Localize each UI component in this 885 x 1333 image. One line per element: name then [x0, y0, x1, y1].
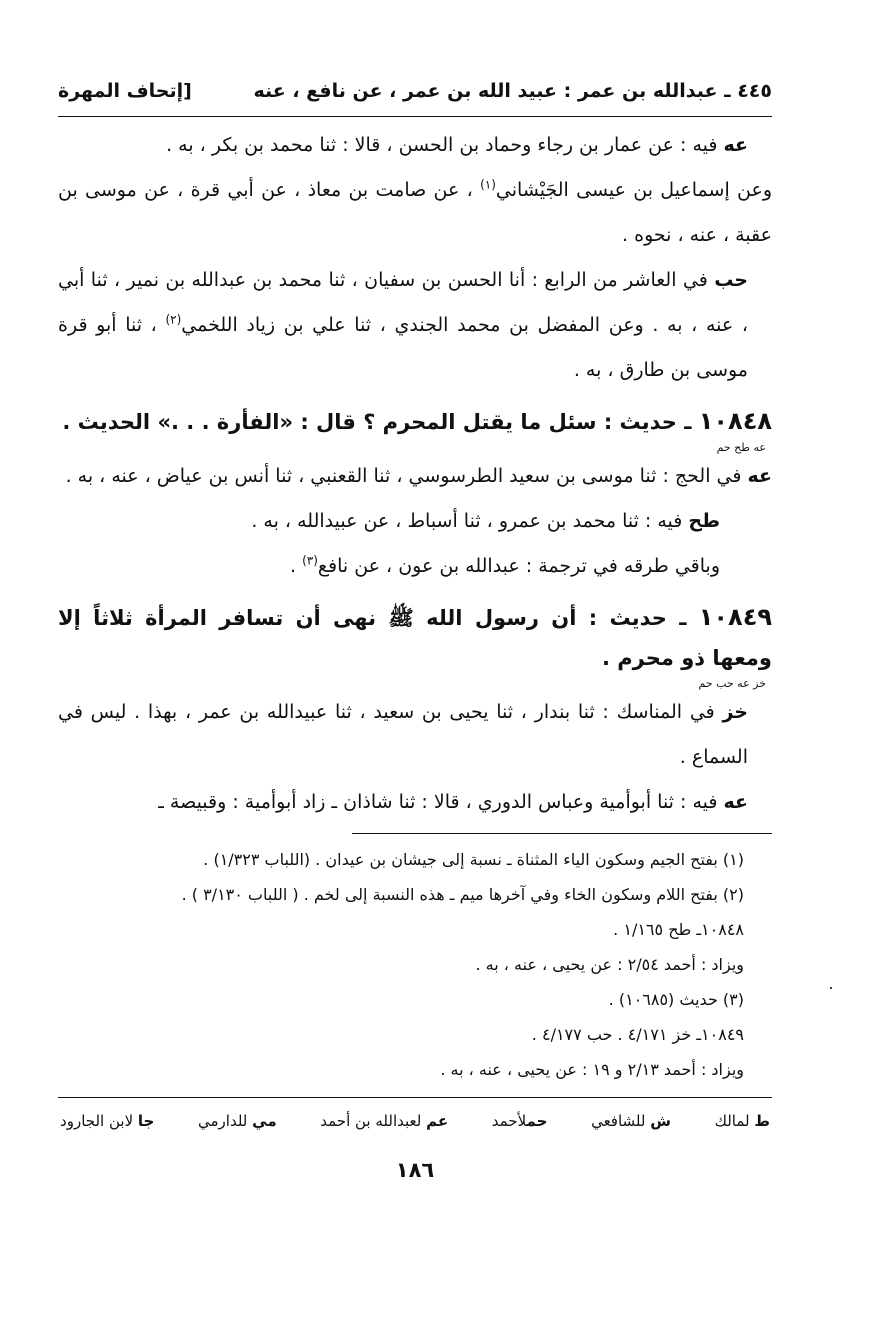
page-number: ١٨٦	[395, 1158, 435, 1182]
header-chapter-title: ٤٤٥ ـ عبدالله بن عمر : عبيد الله بن عمر ، عن نافع ، عنه	[253, 80, 772, 102]
paragraph-1	[58, 123, 772, 168]
footnote: ويزاد : أحمد ٢/١٣ و ١٩ : عن يحيى ، عنه ، به .	[440, 1060, 744, 1079]
paragraph-3	[58, 258, 772, 393]
footnote-ref: (٢)	[165, 312, 182, 327]
abbreviation-desc: لأحمد	[491, 1112, 527, 1130]
footnote: ١٠٨٤٨ـ طح ١/١٦٥ .	[613, 920, 744, 939]
siglum: خز	[722, 701, 748, 723]
footnote: (١) بفتح الجيم وسكون الياء المثناة ـ نسبة إلى جيشان بن عيدان . (اللباب ١/٣٢٣) .	[203, 850, 744, 869]
siglum: عه	[747, 465, 772, 487]
hadith-heading-10849	[58, 597, 772, 678]
footnote: ١٠٨٤٩ـ خز ٤/١٧١ . حب ٤/١٧٧ .	[531, 1025, 744, 1044]
paragraph-text: في المناسك : ثنا بندار ، ثنا يحيى بن سعيد ، ثنا عبيدالله بن عمر ، بهذا . ليس في السماع .	[58, 701, 748, 768]
abbreviation-key	[58, 1112, 772, 1130]
paragraph-8	[58, 780, 772, 825]
paragraph-6	[58, 544, 772, 589]
paragraph-text: .	[289, 555, 303, 577]
siglum: عه	[723, 791, 748, 813]
hadith-sigla: عه طح حم	[716, 441, 766, 454]
abbreviation-desc: للشافعي	[591, 1112, 646, 1130]
hadith-number: ١٠٨٤٩	[698, 603, 772, 631]
header-book-title: [إتحاف المهرة	[58, 80, 192, 102]
paragraph-text: في الحج : ثنا موسى بن سعيد الطرسوسي ، ثنا القعنبي ، ثنا أنس بن عياض ، عنه ، به .	[65, 465, 748, 487]
footnote: (٣) حديث (١٠٦٨٥) .	[608, 990, 744, 1009]
abbreviation-item	[320, 1112, 448, 1130]
abbreviation-item	[492, 1112, 548, 1130]
footnote-separator	[352, 833, 772, 834]
main-text	[58, 123, 772, 825]
paragraph-2	[58, 168, 772, 258]
abbreviation-code: ش	[650, 1112, 671, 1130]
abbreviation-code: جا	[137, 1112, 155, 1130]
hadith-number: ١٠٨٤٨	[698, 407, 772, 435]
abbreviation-code: حم	[526, 1112, 548, 1130]
paragraph-7	[58, 690, 772, 780]
abbreviation-code: مي	[252, 1112, 277, 1130]
paragraph-text: وباقي طرقه في ترجمة : عبدالله بن عون ، عن نافع	[317, 555, 720, 577]
hadith-title: ـ حديث : أن رسول الله ﷺ نهى أن تسافر المرأة ثلاثاً إلا ومعها ذو محرم .	[58, 606, 772, 670]
hadith-title: ـ حديث : سئل ما يقتل المحرم ؟ قال : «الفأرة . . .» الحديث .	[62, 410, 699, 434]
hadith-sigla: خز عه حب حم	[698, 677, 766, 690]
paragraph-text: فيه : ثنا محمد بن عمرو ، ثنا أسباط ، عن عبيدالله ، به .	[251, 510, 689, 532]
paragraph-text: فيه : عن عمار بن رجاء وحماد بن الحسن ، قالا : ثنا محمد بن بكر ، به .	[166, 134, 724, 156]
abbreviation-item	[198, 1112, 277, 1130]
footnotes	[58, 842, 772, 1087]
abbreviation-desc: لعبدالله بن أحمد	[320, 1112, 422, 1130]
scan-speck	[830, 987, 832, 989]
paragraph-text: فيه : ثنا أبوأمية وعباس الدوري ، قالا : ثنا شاذان ـ زاد أبوأمية : وقبيصة ـ	[158, 791, 724, 813]
paragraph-text: ، عن صامت بن معاذ ، عن أبي قرة ، عن موسى بن عقبة ، عنه ، نحوه .	[58, 179, 772, 246]
book-page	[58, 80, 772, 1182]
paragraph-text: وعن إسماعيل بن عيسى الجَيْشاني	[495, 179, 773, 201]
siglum: حب	[714, 269, 748, 291]
abbreviation-code: ط	[754, 1112, 770, 1130]
footnote-ref: (٣)	[302, 553, 318, 568]
paragraph-5	[58, 499, 772, 544]
hadith-heading-10848	[58, 401, 772, 442]
abbreviation-desc: للدارمي	[198, 1112, 248, 1130]
footnote: (٢) بفتح اللام وسكون الخاء وفي آخرها ميم ـ هذه النسبة إلى لخم . ( اللباب ٣/١٣٠ ) .	[181, 885, 744, 904]
bottom-separator	[58, 1097, 772, 1098]
footnote: ويزاد : أحمد ٢/٥٤ : عن يحيى ، عنه ، به .	[475, 955, 744, 974]
siglum: طح	[688, 510, 720, 532]
paragraph-text: ، ثنا أبو قرة موسى بن طارق ، به .	[58, 314, 748, 381]
abbreviation-item	[715, 1112, 770, 1130]
paragraph-4	[58, 454, 772, 499]
abbreviation-item	[60, 1112, 154, 1130]
siglum: عه	[723, 134, 748, 156]
abbreviation-item	[591, 1112, 671, 1130]
paragraph-text: في العاشر من الرابع : أنا الحسن بن سفيان ، ثنا محمد بن عبدالله بن نمير ، ثنا أبي ، عنه ، به . وعن المفضل بن محمد الجندي ، ثنا علي بن زياد اللخمي	[58, 269, 748, 336]
abbreviation-desc: لابن الجارود	[60, 1112, 134, 1130]
running-header	[58, 80, 772, 117]
abbreviation-desc: لمالك	[714, 1112, 750, 1130]
footnote-ref: (١)	[480, 177, 496, 192]
abbreviation-code: عم	[426, 1112, 449, 1130]
